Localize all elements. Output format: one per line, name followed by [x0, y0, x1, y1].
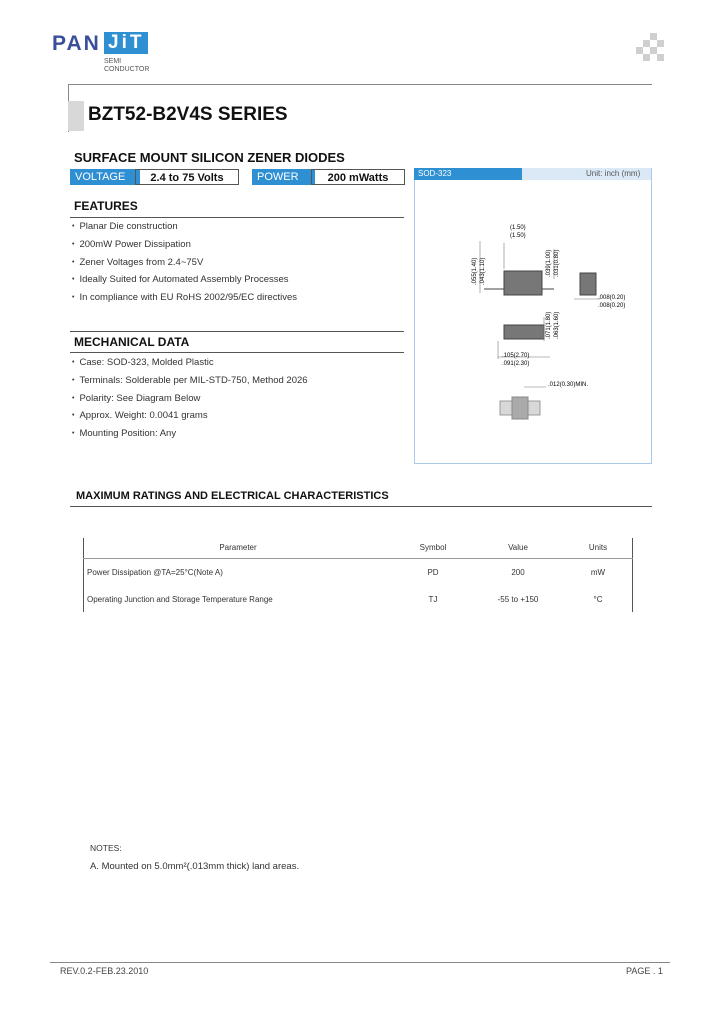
- col-units: Units: [563, 536, 633, 559]
- features-heading: FEATURES: [74, 199, 138, 213]
- mechanical-rule-top: [70, 331, 404, 332]
- dim-label: .055(1.40): [472, 257, 478, 285]
- list-item: • Planar Die construction: [72, 218, 297, 236]
- page-subtitle: SURFACE MOUNT SILICON ZENER DIODES: [74, 150, 345, 165]
- brand-logo-jit: JiT: [104, 32, 148, 54]
- dim-label: .031(0.80): [554, 249, 560, 277]
- dim-label: .008(0.20): [598, 303, 626, 309]
- cell-symbol: TJ: [428, 595, 438, 604]
- cell-units: °C: [593, 595, 603, 604]
- cell-value: 200: [511, 568, 525, 577]
- cell-parameter: Operating Junction and Storage Temperature Range: [87, 595, 273, 604]
- dim-label: (1.50): [510, 225, 526, 231]
- pad-center: [512, 397, 528, 419]
- package-unit: Unit: inch (mm): [586, 169, 641, 178]
- dim-label: .063(1.60): [554, 311, 560, 339]
- dim-label: .008(0.20): [598, 295, 626, 301]
- footer-rule: [50, 962, 670, 963]
- table-row: [83, 559, 633, 587]
- list-item: • In compliance with EU RoHS 2002/95/EC directives: [72, 289, 297, 307]
- brand-sub-line2: CONDUCTOR: [104, 66, 150, 73]
- mechanical-rule: [70, 352, 404, 353]
- package-label: SOD-323: [414, 168, 522, 180]
- ratings-rule: [70, 506, 652, 507]
- dim-label: .071(1.80): [546, 311, 552, 339]
- note-a: A. Mounted on 5.0mm²(.013mm thick) land areas.: [90, 861, 300, 872]
- diode-body-top: [504, 271, 542, 295]
- power-label: POWER: [252, 169, 315, 185]
- list-item: • Mounting Position: Any: [72, 425, 308, 443]
- voltage-label: VOLTAGE: [70, 169, 140, 185]
- page-title: BZT52-B2V4S SERIES: [88, 104, 288, 125]
- header-rule: [68, 84, 652, 85]
- cell-parameter: Power Dissipation @TA=25°C(Note A): [87, 568, 223, 577]
- col-value: Value: [473, 536, 563, 559]
- notes-heading: NOTES:: [90, 843, 122, 853]
- list-item: • Case: SOD-323, Molded Plastic: [72, 354, 308, 372]
- dim-label: .091(2.30): [502, 361, 530, 367]
- title-tab: [68, 101, 84, 131]
- features-list: [72, 218, 297, 307]
- voltage-value: 2.4 to 75 Volts: [135, 169, 239, 185]
- dim-label: .039(1.00): [546, 249, 552, 277]
- col-symbol: Symbol: [393, 536, 473, 559]
- brand-logo-pan: PAN: [52, 32, 101, 55]
- brand-subtitle: [104, 58, 149, 74]
- mechanical-list: [72, 354, 308, 443]
- cell-value: -55 to +150: [497, 595, 539, 604]
- page-number: PAGE . 1: [626, 966, 663, 976]
- list-item: • 200mW Power Dissipation: [72, 236, 297, 254]
- decorative-dots-icon: [636, 33, 666, 63]
- diode-body-end: [504, 325, 544, 339]
- revision-text: REV.0.2-FEB.23.2010: [60, 966, 149, 976]
- list-item: • Approx. Weight: 0.0041 grams: [72, 407, 308, 425]
- list-item: • Terminals: Solderable per MIL-STD-750, Method 2026: [72, 372, 308, 390]
- diode-body-side: [580, 273, 596, 295]
- dim-label: (1.50): [510, 233, 526, 239]
- dim-label: .105(2.70): [502, 353, 530, 359]
- power-value: 200 mWatts: [311, 169, 405, 185]
- mechanical-heading: MECHANICAL DATA: [74, 335, 190, 349]
- list-item: • Zener Voltages from 2.4~75V: [72, 254, 297, 272]
- list-item: • Ideally Suited for Automated Assembly Processes: [72, 271, 297, 289]
- ratings-table: [83, 536, 633, 613]
- cell-symbol: PD: [427, 568, 439, 577]
- table-header-row: [83, 536, 633, 559]
- dim-label: .043(1.10): [480, 257, 486, 285]
- package-drawing: [414, 181, 650, 461]
- col-parameter: Parameter: [83, 536, 393, 559]
- list-item: • Polarity: See Diagram Below: [72, 390, 308, 408]
- ratings-heading: MAXIMUM RATINGS AND ELECTRICAL CHARACTERISTICS: [76, 490, 389, 502]
- dim-label: .012(0.30)MIN.: [548, 382, 589, 388]
- cell-units: mW: [590, 568, 606, 577]
- brand-sub-line1: SEMI: [104, 58, 122, 65]
- table-row: [83, 586, 633, 613]
